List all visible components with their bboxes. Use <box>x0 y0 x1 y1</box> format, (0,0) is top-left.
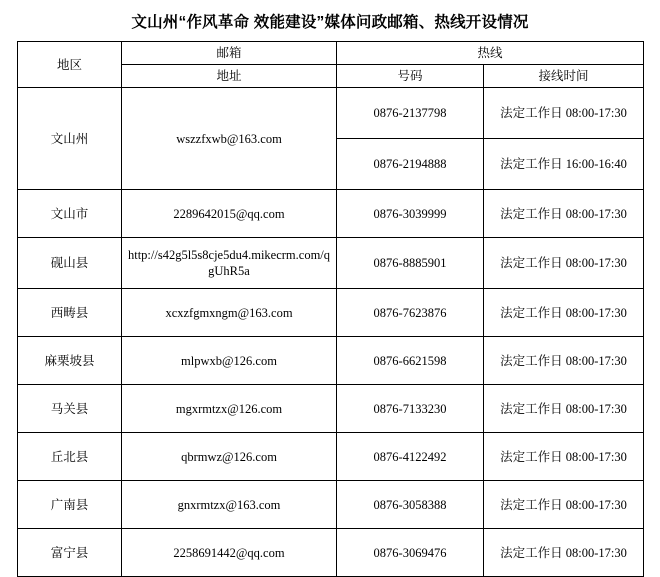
table-row <box>18 190 644 238</box>
table-header-row-1 <box>18 42 644 65</box>
table-row <box>18 238 644 289</box>
cell-hotline-number: 0876-7623876 <box>337 289 484 337</box>
cell-hotline-number: 0876-8885901 <box>337 238 484 289</box>
cell-region: 文山市 <box>18 190 122 238</box>
header-time: 接线时间 <box>484 65 644 88</box>
header-number: 号码 <box>337 65 484 88</box>
cell-hotline-number: 0876-2137798 <box>337 88 484 139</box>
cell-hotline-time: 法定工作日 08:00-17:30 <box>484 238 644 289</box>
header-address: 地址 <box>122 65 337 88</box>
table-container <box>0 41 660 577</box>
cell-region: 丘北县 <box>18 433 122 481</box>
table-row <box>18 529 644 577</box>
table-row <box>18 385 644 433</box>
cell-hotline-time: 法定工作日 16:00-16:40 <box>484 139 644 190</box>
header-email-group: 邮箱 <box>122 42 337 65</box>
cell-hotline-time: 法定工作日 08:00-17:30 <box>484 529 644 577</box>
table-body <box>18 88 644 577</box>
header-region: 地区 <box>18 42 122 88</box>
cell-region: 砚山县 <box>18 238 122 289</box>
cell-hotline-number: 0876-4122492 <box>337 433 484 481</box>
cell-hotline-number: 0876-6621598 <box>337 337 484 385</box>
cell-email[interactable]: mgxrmtzx@126.com <box>122 385 337 433</box>
cell-email[interactable]: xcxzfgmxngm@163.com <box>122 289 337 337</box>
cell-email-url[interactable]: http://s42g5l5s8cje5du4.mikecrm.com/qgUhR5a <box>122 238 337 289</box>
table-row <box>18 88 644 139</box>
cell-hotline-time: 法定工作日 08:00-17:30 <box>484 385 644 433</box>
cell-region: 广南县 <box>18 481 122 529</box>
header-hotline-group: 热线 <box>337 42 644 65</box>
table-header <box>18 42 644 88</box>
cell-hotline-number: 0876-3039999 <box>337 190 484 238</box>
table-row <box>18 289 644 337</box>
cell-hotline-time: 法定工作日 08:00-17:30 <box>484 337 644 385</box>
cell-region: 西畴县 <box>18 289 122 337</box>
cell-region: 马关县 <box>18 385 122 433</box>
cell-hotline-number: 0876-3058388 <box>337 481 484 529</box>
cell-email[interactable]: 2258691442@qq.com <box>122 529 337 577</box>
cell-hotline-time: 法定工作日 08:00-17:30 <box>484 289 644 337</box>
cell-email[interactable]: qbrmwz@126.com <box>122 433 337 481</box>
media-hotline-table <box>17 41 644 577</box>
cell-region: 富宁县 <box>18 529 122 577</box>
cell-email[interactable]: wszzfxwb@163.com <box>122 88 337 190</box>
cell-region: 麻栗坡县 <box>18 337 122 385</box>
cell-email[interactable]: mlpwxb@126.com <box>122 337 337 385</box>
cell-hotline-number: 0876-7133230 <box>337 385 484 433</box>
cell-hotline-number: 0876-3069476 <box>337 529 484 577</box>
cell-email[interactable]: gnxrmtzx@163.com <box>122 481 337 529</box>
page-title: 文山州“作风革命 效能建设”媒体问政邮箱、热线开设情况 <box>131 14 529 31</box>
cell-email[interactable]: 2289642015@qq.com <box>122 190 337 238</box>
cell-hotline-number: 0876-2194888 <box>337 139 484 190</box>
table-row <box>18 481 644 529</box>
cell-hotline-time: 法定工作日 08:00-17:30 <box>484 433 644 481</box>
cell-hotline-time: 法定工作日 08:00-17:30 <box>484 481 644 529</box>
cell-hotline-time: 法定工作日 08:00-17:30 <box>484 88 644 139</box>
cell-region: 文山州 <box>18 88 122 190</box>
cell-hotline-time: 法定工作日 08:00-17:30 <box>484 190 644 238</box>
table-row <box>18 337 644 385</box>
table-row <box>18 433 644 481</box>
